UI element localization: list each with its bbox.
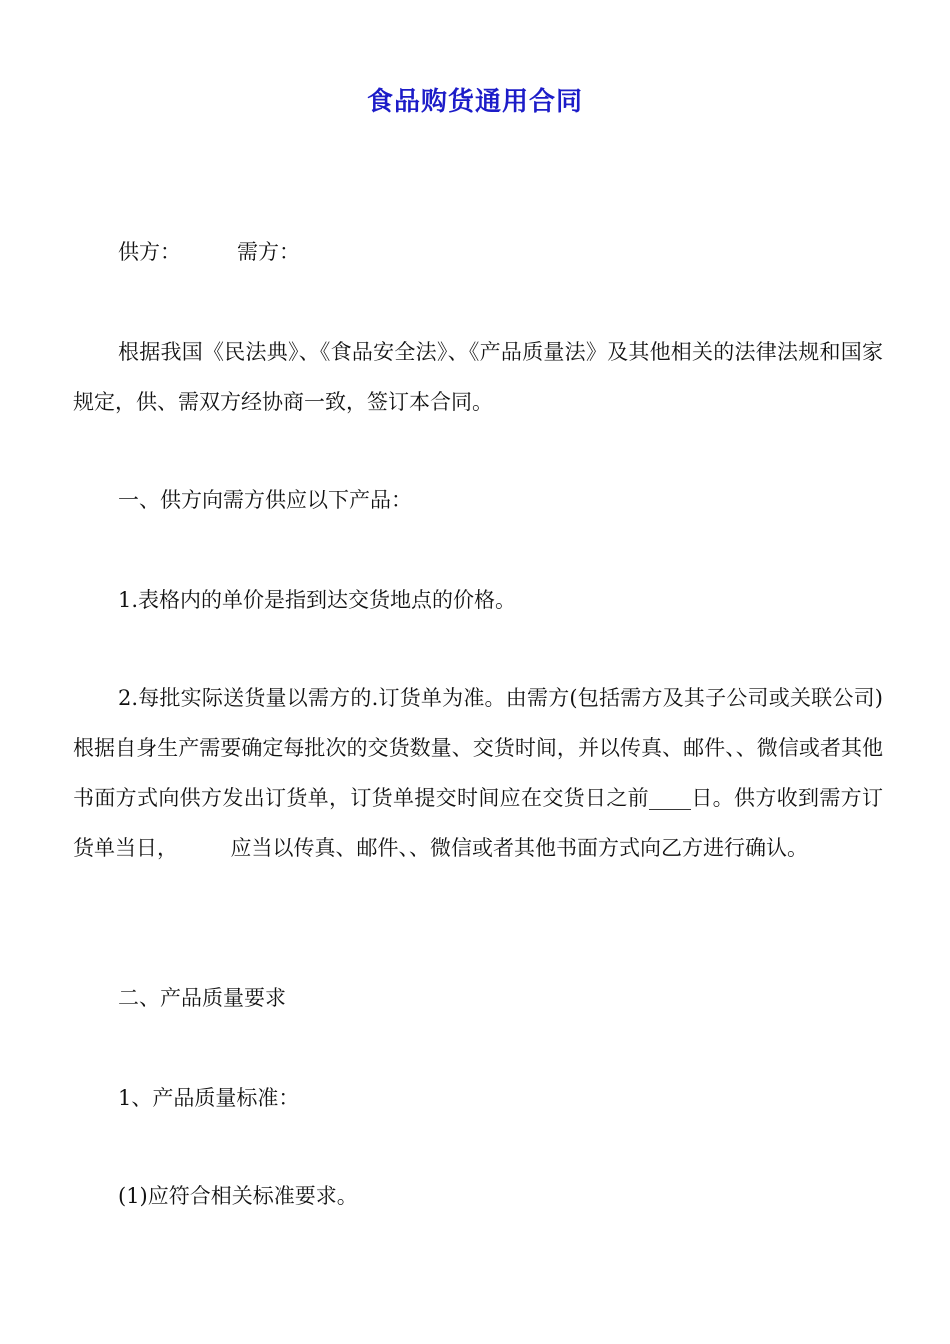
- clause-2-delivery-order: 2.每批实际送货量以需方的.订货单为准。由需方(包括需方及其子公司或关联公司)根据自身生产需要确定每批次的交货数量、交货时间，并以传真、邮件、、微信或者其他书面方式向供方发出订货单，订货单提交时间应在交货日之前____日。供方收到需方订货单当日， 应当以传真、邮件、、微信或者其他书面方式向乙方进行确认。: [73, 686, 883, 860]
- legal-basis-paragraph: 根据我国《民法典》、《食品安全法》、《产品质量法》及其他相关的法律法规和国家规定，供、需双方经协商一致，签订本合同。: [73, 340, 883, 414]
- quality-standard-heading: 1、产品质量标准：: [118, 1086, 300, 1110]
- buyer-label: 需方：: [237, 240, 300, 264]
- document-title: 食品购货通用合同: [366, 87, 583, 117]
- section-2-heading: 二、产品质量要求: [118, 986, 286, 1010]
- quality-standard-item-1: (1)应符合相关标准要求。: [118, 1184, 358, 1208]
- supplier-label: 供方：: [118, 240, 181, 264]
- section-1-heading: 一、供方向需方供应以下产品：: [118, 488, 412, 512]
- clause-1-price: 1.表格内的单价是指到达交货地点的价格。: [118, 588, 517, 612]
- contract-parties: [118, 227, 300, 277]
